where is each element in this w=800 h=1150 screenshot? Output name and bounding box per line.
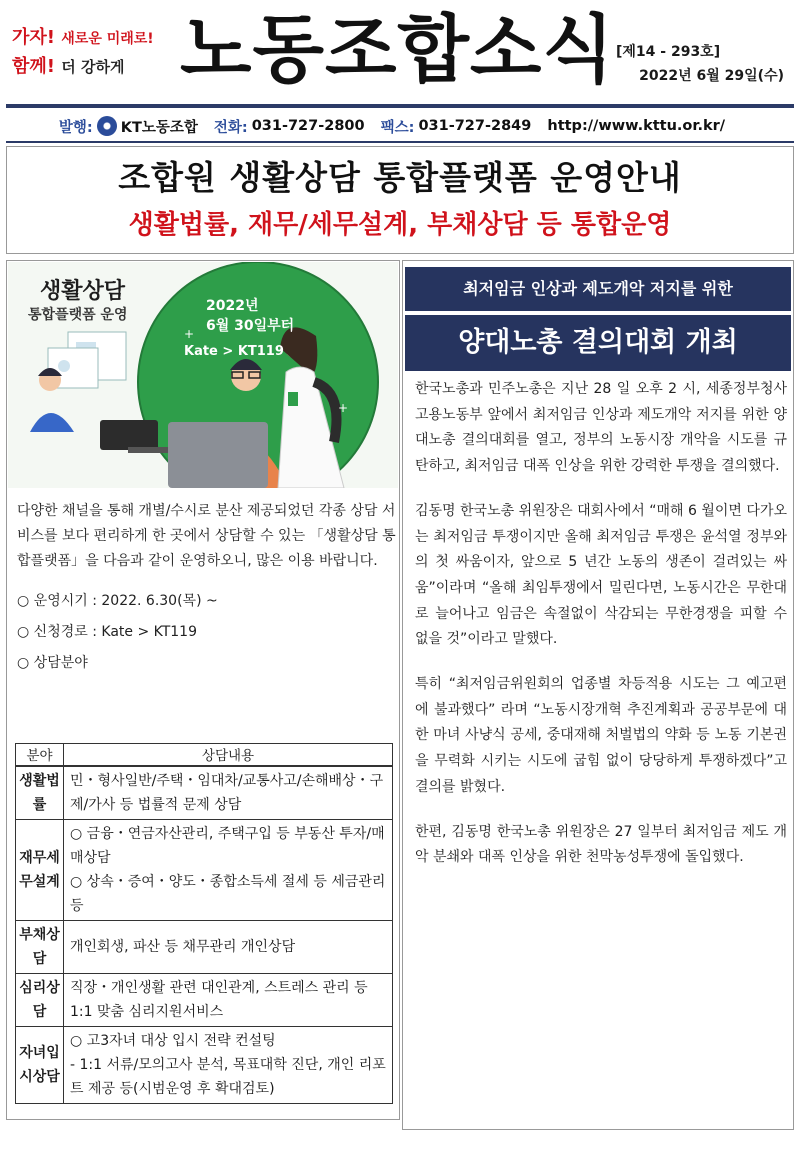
row-content-line: ○ 고3자녀 대상 입시 전략 컨설팅 <box>70 1032 276 1049</box>
left-body <box>17 499 397 679</box>
illustration-date-day: 6월 30일부터 <box>206 318 295 334</box>
svg-text:+: + <box>184 327 195 341</box>
issue-info <box>612 40 784 88</box>
illustration-date <box>206 296 294 336</box>
row-content-line: - 1:1 서류/모의고사 분석, 목표대학 진단, 개인 리포트 제공 등(시범운영 후 확대검토) <box>70 1056 386 1097</box>
table-header <box>16 744 393 766</box>
slogan-2b: 더 강하게 <box>61 58 125 76</box>
publisher-name: KT노동조합 <box>120 119 198 136</box>
table-row <box>16 819 393 920</box>
headline-box <box>6 146 794 254</box>
phone-number: 031-727-2800 <box>251 118 365 134</box>
issue-number: [제14 - 293호] <box>616 44 721 60</box>
headline-title: 조합원 생활상담 통합플랫폼 운영안내 <box>118 158 682 197</box>
option-period: ○ 운영시기 : 2022. 6.30(목) ~ <box>17 593 218 609</box>
headline-subtitle: 생활법률, 재무/세무설계, 부채상담 등 통합운영 <box>128 210 672 240</box>
right-column <box>402 260 794 1130</box>
row-field: 생활법률 <box>16 766 64 820</box>
table-row <box>16 766 393 820</box>
row-content: 개인회생, 파산 등 채무관리 개인상담 <box>64 920 393 973</box>
table-row <box>16 920 393 973</box>
header-field: 분야 <box>16 744 64 766</box>
row-content: 민・형사일반/주택・임대차/교통사고/손해배상・구제/가사 등 법률적 문제 상담 <box>64 766 393 820</box>
publisher-rule <box>6 141 794 143</box>
illustration-date-year: 2022년 <box>206 298 259 314</box>
website-link[interactable]: http://www.kttu.or.kr/ <box>547 118 726 134</box>
union-logo-icon <box>97 116 117 136</box>
illustration-tag-main: 생활상담 <box>40 279 126 304</box>
fax-label: 팩스: <box>380 119 415 136</box>
row-field: 자녀입시상담 <box>16 1026 64 1103</box>
article-paragraph: 한편, 김동명 한국노총 위원장은 27 일부터 최저임금 제도 개악 분쇄와 대폭 인상을 위한 천막농성투쟁에 돌입했다. <box>415 823 787 866</box>
header-content: 상담내용 <box>64 744 393 766</box>
fax-number: 031-727-2849 <box>418 118 532 134</box>
row-content-line: ○ 금융・연금자산관리, 주택구입 등 부동산 투자/매매상담 <box>70 825 385 866</box>
row-content <box>64 819 393 920</box>
masthead-rule <box>6 104 794 108</box>
publisher-bar <box>6 111 794 141</box>
article-subtitle: 최저임금 인상과 제도개악 저지를 위한 <box>405 267 791 311</box>
slogan-1b: 새로운 미래로! <box>61 31 154 47</box>
row-content: 직장・개인생활 관련 대인관계, 스트레스 관리 등 1:1 맞춤 심리지원서비스 <box>64 973 393 1026</box>
row-content <box>64 1026 393 1103</box>
publisher-label: 발행: <box>58 119 93 136</box>
svg-text:+: + <box>338 401 349 415</box>
row-field: 심리상담 <box>16 973 64 1026</box>
platform-illustration <box>8 262 398 488</box>
article-paragraph: 김동명 한국노총 위원장은 대회사에서 “매해 6 월이면 다가오는 최저임금 투쟁이지만 올해 최저임금 투쟁은 윤석열 정부와의 첫 싸움이자, 앞으로 5 년간 노동의 생존이 걸려있는 싸움”이라며 “올해 최임투쟁에서 밀린다면, 노동시간은 무한대로 늘어나고 임금은 속절없이 삭감되는 무한경쟁을 피할 수 없을 것”이라고 말했다. <box>415 502 787 648</box>
article-paragraph: 특히 “최저임금위원회의 업종별 차등적용 시도는 그 예고편에 불과했다” 라며 “노동시장개혁 추진계획과 공공부문에 대한 마녀 사냥식 공세, 중대재해 처벌법의 약화 등 노동 기본권을 무력화 시키는 시도에 굽힘 없이 당당하게 투쟁하겠다”고 결의를 밝혔다. <box>415 676 787 795</box>
option-field: ○ 상담분야 <box>17 655 88 671</box>
slogan <box>12 24 172 81</box>
intro-text: 다양한 채널을 통해 개별/수시로 분산 제공되었던 각종 상담 서비스를 보다 편리하게 한 곳에서 상담할 수 있는 「생활상담 통합플랫폼」을 다음과 같이 운영하오니, 많은 이용 바랍니다. <box>17 503 396 569</box>
row-content-line: ○ 상속・증여・양도・종합소득세 절세 등 세금관리 등 <box>70 873 386 914</box>
masthead <box>0 0 800 105</box>
consultation-table <box>15 743 393 1104</box>
left-column <box>6 260 400 1120</box>
option-path: ○ 신청경로 : Kate > KT119 <box>17 624 197 640</box>
row-field: 부채상담 <box>16 920 64 973</box>
table-row <box>16 1026 393 1103</box>
article-body <box>415 377 787 890</box>
issue-date: 2022년 6월 29일(수) <box>639 68 784 84</box>
row-field: 재무세무설계 <box>16 819 64 920</box>
phone-label: 전화: <box>213 119 248 136</box>
illustration-path: Kate > KT119 <box>184 344 284 359</box>
newsletter-title: 노동조합소식 <box>180 7 615 93</box>
article-title: 양대노총 결의대회 개최 <box>405 315 791 371</box>
table-row <box>16 973 393 1026</box>
slogan-2a: 함께! <box>12 56 55 77</box>
article-paragraph: 한국노총과 민주노총은 지난 28 일 오후 2 시, 세종정부청사 고용노동부 앞에서 최저임금 인상과 제도개악 저지를 위한 양대노총 결의대회를 열고, 정부의 노동시장 개악을 시도를 규탄하고, 최저임금 대폭 인상을 위한 강력한 투쟁을 결의했다. <box>415 381 787 475</box>
illustration-tag-sub: 통합플랫폼 운영 <box>28 307 128 323</box>
slogan-1a: 가자! <box>12 27 55 48</box>
